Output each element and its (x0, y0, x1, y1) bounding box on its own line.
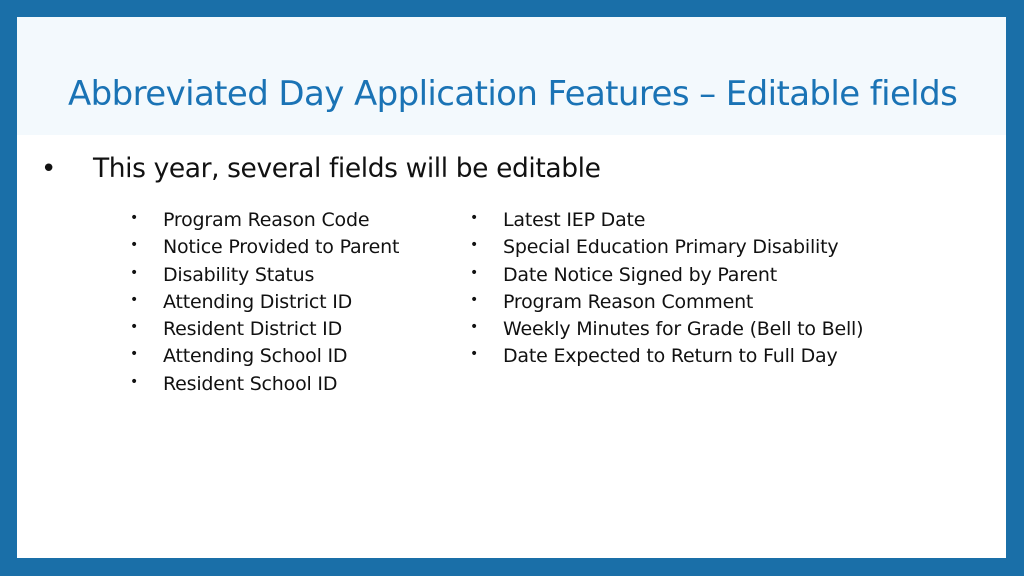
field-name: Resident District ID (163, 318, 343, 341)
title-band (17, 17, 1006, 135)
field-name: Notice Provided to Parent (163, 236, 400, 259)
field-name: Weekly Minutes for Grade (Bell to Bell) (503, 318, 864, 341)
field-name: Attending School ID (163, 345, 348, 368)
main-bullet-marker: • (41, 154, 57, 184)
bullet-marker: • (130, 319, 139, 336)
bullet-marker: • (470, 346, 479, 363)
field-name: Disability Status (163, 263, 315, 286)
field-name: Program Reason Comment (503, 290, 754, 313)
field-name: Date Expected to Return to Full Day (503, 345, 838, 368)
bullet-marker: • (130, 264, 139, 281)
bullet-marker: • (130, 237, 139, 254)
bullet-marker: • (470, 291, 479, 308)
bullet-marker: • (130, 291, 139, 308)
field-name: Resident School ID (163, 372, 338, 395)
field-name: Attending District ID (163, 290, 353, 313)
bullet-marker: • (470, 210, 479, 226)
bullet-marker: • (130, 346, 139, 363)
field-name: Latest IEP Date (503, 209, 646, 231)
bullet-marker: • (470, 319, 479, 336)
field-name: Date Notice Signed by Parent (503, 263, 777, 286)
bullet-marker: • (470, 264, 479, 281)
bullet-marker: • (470, 237, 479, 254)
field-name: Program Reason Code (163, 209, 370, 231)
bullet-marker: • (130, 210, 139, 226)
bullet-marker: • (130, 373, 139, 390)
main-bullet-text: This year, several fields will be editable (93, 153, 601, 184)
slide (17, 17, 1006, 558)
slide-title: Abbreviated Day Application Features – Editable fields (68, 74, 958, 114)
field-name: Special Education Primary Disability (503, 236, 839, 259)
